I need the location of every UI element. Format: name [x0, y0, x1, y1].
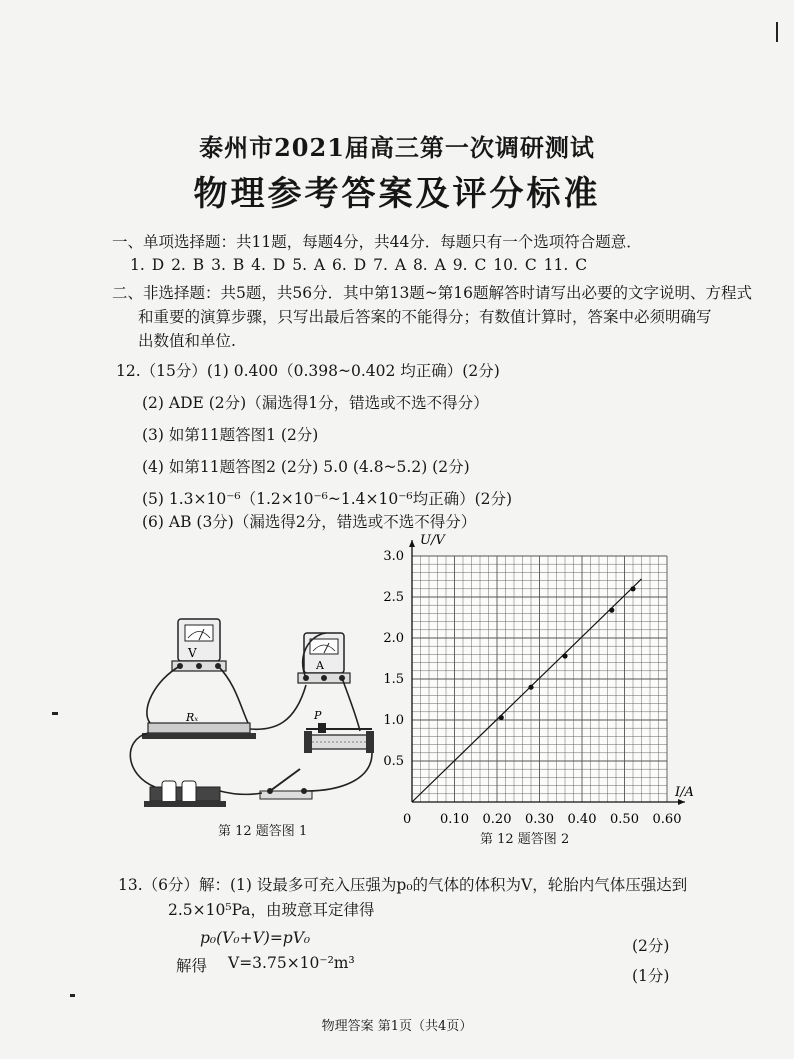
- q13-solve-label: 解得: [176, 957, 208, 975]
- q13-score2: (1分): [632, 967, 670, 985]
- y-tick-label: 3.0: [383, 549, 404, 564]
- scan-dot: [52, 712, 58, 715]
- y-tick-label: 1.0: [383, 713, 404, 728]
- ammeter-label: A: [316, 659, 324, 672]
- figure2-caption: 第 12 题答图 2: [480, 832, 570, 847]
- section1-heading: 一、单项选择题：共11题，每题4分，共44分．每题只有一个选项符合题意．: [112, 233, 642, 251]
- data-point: [562, 653, 567, 658]
- x-tick-label: 0.60: [652, 812, 682, 825]
- x-tick-label: 0.40: [567, 812, 597, 825]
- y-tick-label: 2.5: [383, 590, 404, 605]
- q13-result: V=3.75×10⁻²m³: [228, 954, 355, 972]
- q12-line2: (2) ADE (2分)（漏选得1分，错选或不选不得分）: [142, 394, 489, 412]
- x-tick-label: 0.50: [610, 812, 639, 825]
- data-point: [630, 586, 635, 591]
- section2-line2: 和重要的演算步骤，只写出最后答案的不能得分；有数值计算时，答案中必须明确写: [138, 308, 712, 326]
- battery-icon: [144, 781, 226, 807]
- voltmeter-icon: [172, 619, 226, 671]
- q12-line5: (5) 1.3×10⁻⁶（1.2×10⁻⁶~1.4×10⁻⁶均正确）(2分): [142, 490, 513, 508]
- y-axis-arrow: [409, 540, 415, 547]
- exam-title: 泰州市2021届高三第一次调研测试: [199, 133, 595, 162]
- data-point: [499, 715, 504, 720]
- origin-label: 0: [403, 812, 412, 825]
- x-tick-label: 0.20: [482, 812, 512, 825]
- voltmeter-label: V: [188, 646, 197, 660]
- x-axis-label: I/A: [675, 785, 694, 800]
- resistor-icon: [142, 711, 256, 739]
- q12-line4: (4) 如第11题答图2 (2分) 5.0 (4.8~5.2) (2分): [142, 458, 470, 476]
- y-tick-label: 2.0: [383, 631, 404, 646]
- y-tick-label: 1.5: [383, 672, 404, 687]
- data-point: [609, 608, 614, 613]
- exam-subtitle: 物理参考答案及评分标准: [193, 174, 601, 214]
- page-footer: 物理答案 第1页（共4页）: [321, 1019, 473, 1034]
- figure1-caption: 第 12 题答图 1: [218, 824, 308, 839]
- q12-line6: (6) AB (3分)（漏选得2分，错选或不选不得分）: [142, 513, 477, 531]
- section2-line1: 二、非选择题：共5题，共56分．其中第13题~第16题解答时请写出必要的文字说明、方程式: [112, 284, 753, 302]
- q12-line3: (3) 如第11题答图1 (2分): [142, 426, 319, 444]
- x-tick-label: 0.10: [440, 812, 469, 825]
- q12-line1: 12.（15分）(1) 0.400（0.398~0.402 均正确）(2分): [116, 362, 500, 380]
- scan-mark: [776, 22, 778, 42]
- y-axis-label: U/V: [420, 533, 445, 548]
- scan-dot: [70, 994, 75, 997]
- section2-line3: 出数值和单位.: [138, 332, 236, 350]
- x-tick-label: 0.30: [525, 812, 554, 825]
- section1-answers: 1. D 2. B 3. B 4. D 5. A 6. D 7. A 8. A 9. C 10. C 11. C: [130, 256, 588, 274]
- switch-icon: [260, 769, 312, 799]
- data-point: [528, 685, 533, 690]
- slider-label: P: [314, 709, 322, 722]
- rheostat-icon: [304, 709, 374, 753]
- q13-line1: 13.（6分）解：(1) 设最多可充入压强为p₀的气体的体积为V，轮胎内气体压强达到: [118, 876, 688, 894]
- u-i-chart: [375, 525, 705, 825]
- y-tick-label: 0.5: [383, 754, 404, 769]
- circuit-diagram: [110, 605, 390, 820]
- q13-equation: p₀(V₀+V)=pV₀: [200, 929, 311, 947]
- q13-score1: (2分): [632, 937, 670, 955]
- resistor-label: Rₓ: [186, 711, 199, 724]
- q13-line2: 2.5×10⁵Pa，由玻意耳定律得: [168, 901, 375, 919]
